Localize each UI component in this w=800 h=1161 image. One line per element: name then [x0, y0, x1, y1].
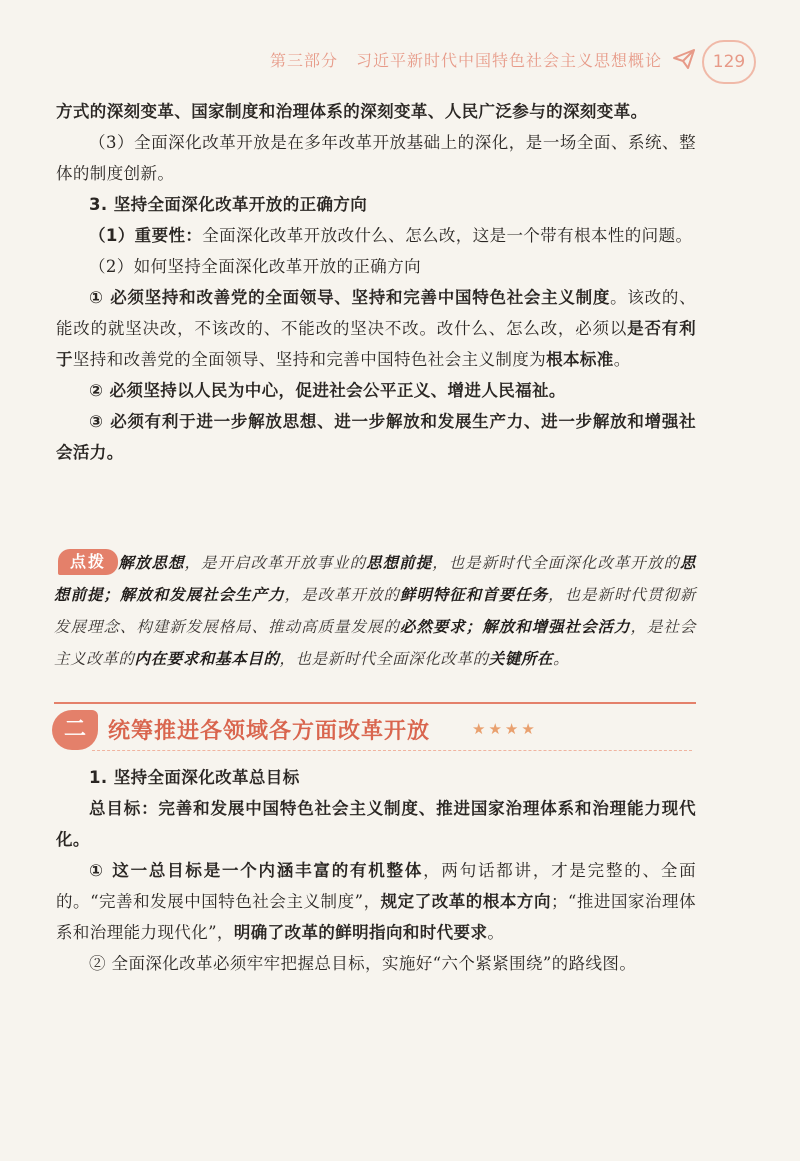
- item1-bold-1: 是否有利于: [56, 319, 696, 369]
- item1-text-3: 。: [613, 350, 631, 369]
- goal1-bold-1: ① 这一总目标是一个内涵丰富的有机整体: [89, 861, 424, 880]
- tip-box: [54, 547, 696, 704]
- paragraph-item-2: ② 必须坚持以人民为中心，促进社会公平正义、增进人民福祉。: [89, 381, 566, 400]
- main-text: [56, 96, 696, 468]
- section-title: 统筹推进各领域各方面改革开放: [108, 718, 431, 744]
- tip-span: ，也是新时代全面深化改革的: [279, 650, 489, 668]
- section-heading: [52, 706, 702, 758]
- star-rating: ★★★★: [472, 720, 538, 738]
- tip-bold: 解放思想: [118, 553, 185, 572]
- header-part: 第三部分: [269, 51, 338, 70]
- heading-correct-direction: 3. 坚持全面深化改革开放的正确方向: [89, 195, 368, 214]
- tip-bold: 鲜明特征和首要任务: [399, 585, 549, 604]
- page-number: 129: [702, 40, 756, 84]
- item1-lead: ① 必须坚持和改善党的全面领导、坚持和完善中国特色社会主义制度: [89, 288, 611, 307]
- section-divider: [92, 750, 692, 751]
- tip-span: ，是开启改革开放事业的: [184, 554, 367, 572]
- tip-bold: 内在要求和基本目的: [134, 649, 280, 668]
- tip-bold: 思想前提；解放和发展社会生产力: [54, 553, 696, 604]
- paragraph-item-1: [56, 282, 696, 375]
- tip-badge: 点拨: [58, 549, 118, 575]
- item1-bold-2: 根本标准: [546, 350, 614, 369]
- tip-text: [54, 547, 696, 675]
- paragraph-goal-2: ② 全面深化改革必须牢牢把握总目标，实施好“六个紧紧围绕”的路线图。: [89, 954, 637, 973]
- goal1-text-2: ；“推进国家治理体系和治理能力现代化”，: [56, 892, 696, 942]
- goal1-bold-2: 规定了改革的根本方向: [380, 892, 551, 911]
- goal1-text-1: ，两句话都讲，才是完整的、全面的。“完善和发展中国特色社会主义制度”，: [56, 861, 697, 911]
- main-text-2: [56, 762, 696, 979]
- paragraph-3: （3）全面深化改革开放是在多年改革开放基础上的深化，是一场全面、系统、整体的制度创新。: [56, 133, 696, 183]
- tip-span: 。: [553, 650, 570, 668]
- tip-span: ，也是新时代贯彻新发展理念、构建新发展格局、推动高质量发展的: [54, 586, 697, 636]
- page-header: [0, 36, 800, 86]
- tip-span: ，是社会主义改革的: [54, 618, 696, 668]
- goal1-bold-3: 明确了改革的鲜明指向和时代要求: [233, 923, 488, 942]
- paragraph-how: （2）如何坚持全面深化改革开放的正确方向: [89, 257, 421, 276]
- tip-bold: 必然要求；解放和增强社会活力: [399, 617, 631, 636]
- paragraph-item-3: ③ 必须有利于进一步解放思想、进一步解放和发展生产力、进一步解放和增强社会活力。: [56, 412, 696, 462]
- item1-text-1: 。该改的、能改的就坚决改，不该改的、不能改的坚决不改。改什么、怎么改，必须以: [56, 288, 696, 338]
- header-title: 习近平新时代中国特色社会主义思想概论: [355, 51, 662, 70]
- importance-label: （1）重要性：: [89, 226, 203, 245]
- tip-bold: 关键所在: [488, 649, 554, 668]
- heading-overall-goal: 1. 坚持全面深化改革总目标: [89, 768, 300, 787]
- paper-plane-icon: [672, 48, 696, 70]
- item1-text-2: 坚持和改善党的全面领导、坚持和完善中国特色社会主义制度为: [72, 350, 547, 369]
- tip-bold: 思想前提: [366, 553, 433, 572]
- importance-text: 全面深化改革开放改什么、怎么改，这是一个带有根本性的问题。: [202, 226, 693, 245]
- section-number: 二: [52, 710, 98, 750]
- goal1-text-3: 。: [487, 923, 505, 942]
- paragraph-goal: 总目标：完善和发展中国特色社会主义制度、推进国家治理体系和治理能力现代化。: [56, 799, 696, 849]
- paragraph-importance: [56, 220, 696, 251]
- paragraph-goal-1: [56, 855, 696, 948]
- tip-span: ，是改革开放的: [284, 586, 400, 604]
- paragraph-continuation: 方式的深刻变革、国家制度和治理体系的深刻变革、人民广泛参与的深刻变革。: [56, 102, 648, 121]
- running-header: [270, 48, 662, 71]
- tip-span: ，也是新时代全面深化改革开放的: [432, 554, 680, 572]
